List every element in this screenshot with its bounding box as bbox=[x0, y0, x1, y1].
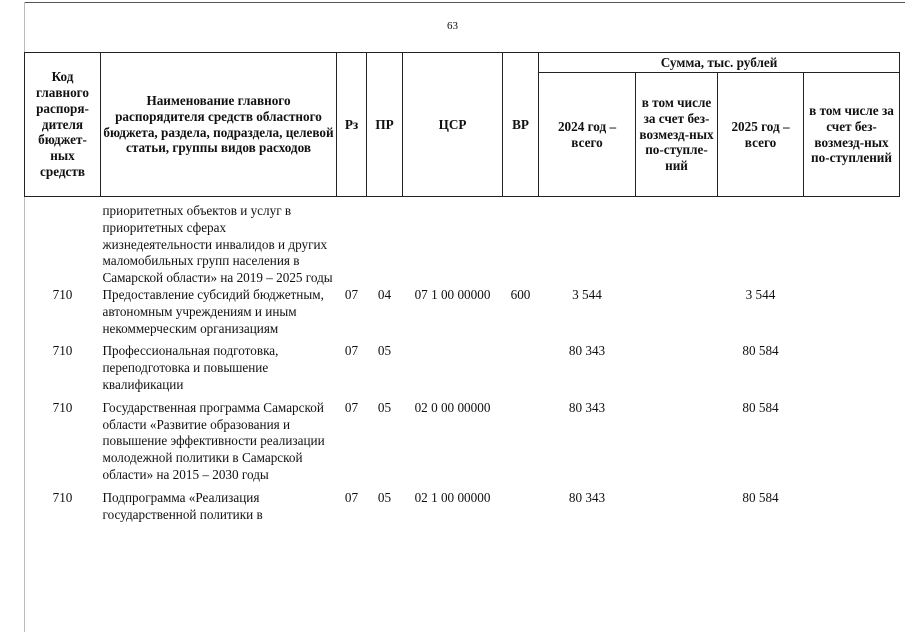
row-2025-total: 3 544 bbox=[745, 286, 776, 302]
row-code: 710 bbox=[52, 489, 73, 505]
row-2024-total: 80 343 bbox=[568, 343, 606, 359]
header-code: Код главного распоря-дителя бюджет-ных средств bbox=[25, 53, 101, 197]
table-row-continuation bbox=[25, 197, 900, 287]
header-2024-total: 2024 год – всего bbox=[539, 73, 636, 197]
row-vr bbox=[503, 394, 539, 484]
header-csr: ЦСР bbox=[403, 53, 503, 197]
row-vr bbox=[503, 337, 539, 393]
table-row bbox=[25, 394, 900, 484]
header-2025-free: в том числе за счет без-возмезд-ных по-ступлений bbox=[804, 73, 900, 197]
row-2025-total: 80 584 bbox=[742, 489, 779, 505]
row-2024-total: 3 544 bbox=[572, 286, 602, 302]
row-2025-total: 80 584 bbox=[742, 343, 779, 359]
row-csr: 07 1 00 00000 bbox=[414, 286, 491, 302]
row-2024-free bbox=[636, 394, 718, 484]
table-row bbox=[25, 337, 900, 393]
row-name: Профессиональная подготовка, переподготовка и повышение квалификации bbox=[102, 343, 279, 392]
header-2025-total: 2025 год – всего bbox=[718, 73, 804, 197]
row-vr: 600 bbox=[510, 286, 531, 302]
row-2025-free bbox=[804, 287, 900, 337]
header-rz: Рз bbox=[337, 53, 367, 197]
row-code: 710 bbox=[52, 343, 73, 359]
header-2024-free: в том числе за счет без-возмезд-ных по-ступле-ний bbox=[636, 73, 718, 197]
table-row bbox=[25, 287, 900, 337]
row-code: 710 bbox=[52, 286, 73, 302]
row-2025-free bbox=[804, 484, 900, 524]
row-rz: 07 bbox=[344, 399, 359, 415]
row-name: Подпрограмма «Реализация государственной политики в bbox=[102, 489, 263, 522]
header-sum: Сумма, тыс. рублей bbox=[539, 53, 900, 73]
row-2025-free bbox=[804, 337, 900, 393]
row-pr: 05 bbox=[377, 399, 392, 415]
continuation-text: приоритетных объектов и услуг в приоритетных сферах жизнедеятельности инвалидов и других маломобильных групп населения в Самарской области» на 2019 – 2025 годы bbox=[102, 203, 333, 286]
row-rz: 07 bbox=[344, 343, 359, 359]
header-pr: ПР bbox=[367, 53, 403, 197]
row-vr bbox=[503, 484, 539, 524]
row-2024-total: 80 343 bbox=[568, 399, 606, 415]
header-vr: ВР bbox=[503, 53, 539, 197]
row-code: 710 bbox=[52, 399, 73, 415]
row-pr: 04 bbox=[377, 286, 392, 302]
row-rz: 07 bbox=[344, 489, 359, 505]
page-top-edge bbox=[24, 2, 905, 3]
table-row bbox=[25, 484, 900, 524]
row-name: Предоставление субсидий бюджетным, автономным учреждениям и иным некоммерческим организациям bbox=[102, 286, 324, 336]
budget-table bbox=[24, 52, 900, 523]
row-csr bbox=[403, 337, 503, 393]
header-name: Наименование главного распорядителя средств областного бюджета, раздела, подраздела, целевой статьи, группы видов расходов bbox=[101, 53, 337, 197]
page-number: 63 bbox=[447, 20, 458, 32]
row-rz: 07 bbox=[344, 286, 359, 302]
row-2025-total: 80 584 bbox=[742, 399, 779, 415]
row-2024-free bbox=[636, 337, 718, 393]
row-2024-free bbox=[636, 484, 718, 524]
row-csr: 02 0 00 00000 bbox=[414, 399, 491, 415]
row-2024-total: 80 343 bbox=[568, 489, 606, 505]
row-2024-free bbox=[636, 287, 718, 337]
row-pr: 05 bbox=[377, 343, 392, 359]
row-pr: 05 bbox=[377, 489, 392, 505]
row-csr: 02 1 00 00000 bbox=[414, 489, 491, 505]
row-2025-free bbox=[804, 394, 900, 484]
row-name: Государственная программа Самарской области «Развитие образования и повышение эффективности реализации молодежной политики в Самарской области» на 2015 – 2030 годы bbox=[102, 399, 325, 482]
